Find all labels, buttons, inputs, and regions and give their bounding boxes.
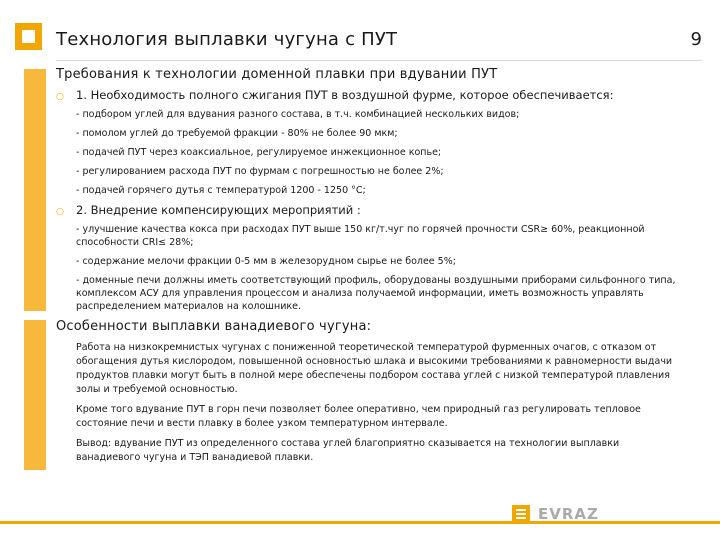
title-divider xyxy=(56,60,702,61)
point-1-text: 1. Необходимость полного сжигания ПУТ в воздушной фурме, которое обеспечивается: xyxy=(76,88,614,102)
point-1-sub-1: - подбором углей для вдувания разного состава, в т.ч. комбинацией нескольких видов; xyxy=(76,109,520,120)
slide-content xyxy=(56,67,686,471)
point-1-sub-5: - подачей горячего дутья с температурой 1200 - 1250 °С; xyxy=(76,185,366,196)
section-1-bar xyxy=(24,69,46,311)
evraz-logo-icon xyxy=(512,505,530,523)
slide-title: Технология выплавки чугуна с ПУТ xyxy=(56,29,398,50)
point-2-sub-3: - доменные печи должны иметь соответствующий профиль, оборудованы воздушными приборами сильфонного типа, комплексом АСУ для управления процессом и анализа получаемой информации, иметь возможность управлять распределением материалов на колошнике. xyxy=(76,275,676,312)
point-2 xyxy=(56,203,686,218)
section-2-paragraph-3: Вывод: вдувание ПУТ из определенного состава углей благоприятно сказывается на технологии выплавки ванадиевого чугуна и ТЭП ванадиевой плавки. xyxy=(76,438,620,463)
section-2-paragraph-2: Кроме того вдувание ПУТ в горн печи позволяет более оперативно, чем природный газ регулировать тепловое состояние печи и вести плавку в более узком температурном интервале. xyxy=(76,404,641,429)
title-square-icon xyxy=(15,23,42,50)
section-2-paragraph-1: Работа на низкокремнистых чугунах с пониженной теоретической температурой фурменных очагов, с отказом от обогащения дутья кислородом, повышенной основностью шлака и высокими требованиями к равномерности выдачи продуктов плавки могут быть в полной мере обеспечены подбором состава углей с низкой температурой плавления золы и требуемой основностью. xyxy=(76,342,673,395)
ring-bullet-icon: ○ xyxy=(56,207,64,217)
point-2-sub-1: - улучшение качества кокса при расходах ПУТ выше 150 кг/т.чуг по горячей прочности CSR≥ 60%, реакционной способности CRI≤ 28%; xyxy=(76,224,645,248)
point-1 xyxy=(56,88,686,103)
point-1-sub-3: - подачей ПУТ через коаксиальное, регулируемое инжекционное копье; xyxy=(76,147,442,158)
section-2-bar xyxy=(24,320,46,470)
logo-text: EVRAZ xyxy=(538,505,599,523)
section-2-heading: Особенности выплавки ванадиевого чугуна: xyxy=(56,319,372,334)
ring-bullet-icon: ○ xyxy=(56,92,64,102)
page-number: 9 xyxy=(690,29,702,50)
point-1-sub-4: - регулированием расхода ПУТ по фурмам с погрешностью не более 2%; xyxy=(76,166,444,177)
footer-divider xyxy=(0,521,720,524)
evraz-logo xyxy=(512,503,599,525)
point-1-sub-2: - помолом углей до требуемой фракции - 80% не более 90 мкм; xyxy=(76,128,398,139)
point-2-text: 2. Внедрение компенсирующих мероприятий : xyxy=(76,203,361,217)
point-2-sub-2: - содержание мелочи фракции 0-5 мм в железорудном сырье не более 5%; xyxy=(76,256,456,267)
section-1-heading: Требования к технологии доменной плавки при вдувании ПУТ xyxy=(56,67,498,82)
